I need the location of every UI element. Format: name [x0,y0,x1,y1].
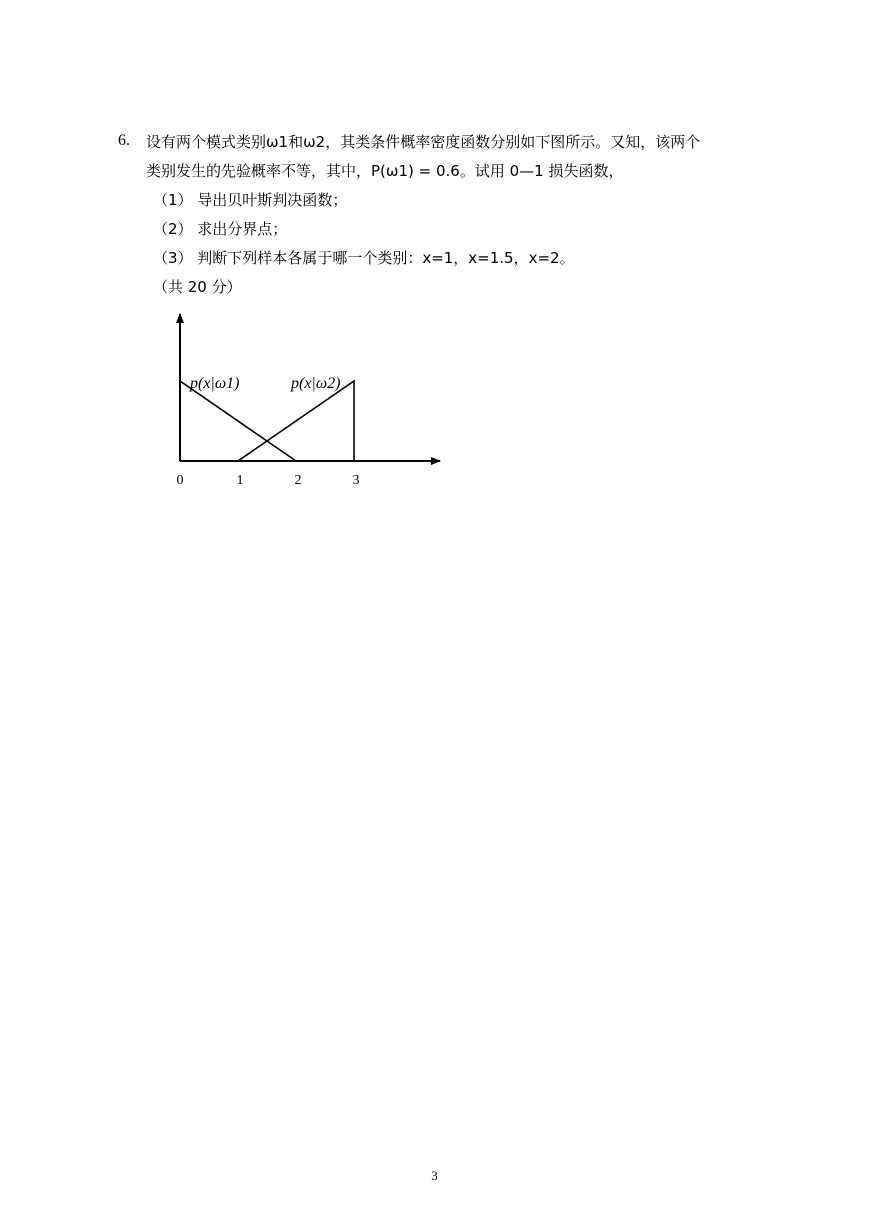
density-chart [160,308,460,498]
density-line-2 [238,381,354,461]
question-part-1: （1） 导出贝叶斯判决函数； [153,191,348,209]
question-score: （共 20 分） [153,278,242,296]
page-number: 3 [431,1168,438,1183]
density-figure [160,308,460,498]
question-part-2: （2） 求出分界点； [153,220,288,238]
density-line-1 [180,381,296,461]
x-tick-label: 3 [352,473,360,488]
question-part-3: （3） 判断下列样本各属于哪一个类别：x=1，x=1.5，x=2。 [153,249,575,267]
x-tick-label: 2 [294,473,302,488]
question-number: 6. [118,132,130,149]
x-tick-label: 0 [176,473,184,488]
series-label-2: p(x|ω2) [291,375,341,392]
series-label-1: p(x|ω1) [190,375,240,392]
question-text-line-2: 类别发生的先验概率不等，其中，P(ω1) = 0.6。试用 0—1 损失函数， [146,162,624,180]
x-tick-label: 1 [236,473,244,488]
question-text-line-1: 设有两个模式类别ω1和ω2，其类条件概率密度函数分别如下图所示。又知，该两个 [146,133,701,151]
